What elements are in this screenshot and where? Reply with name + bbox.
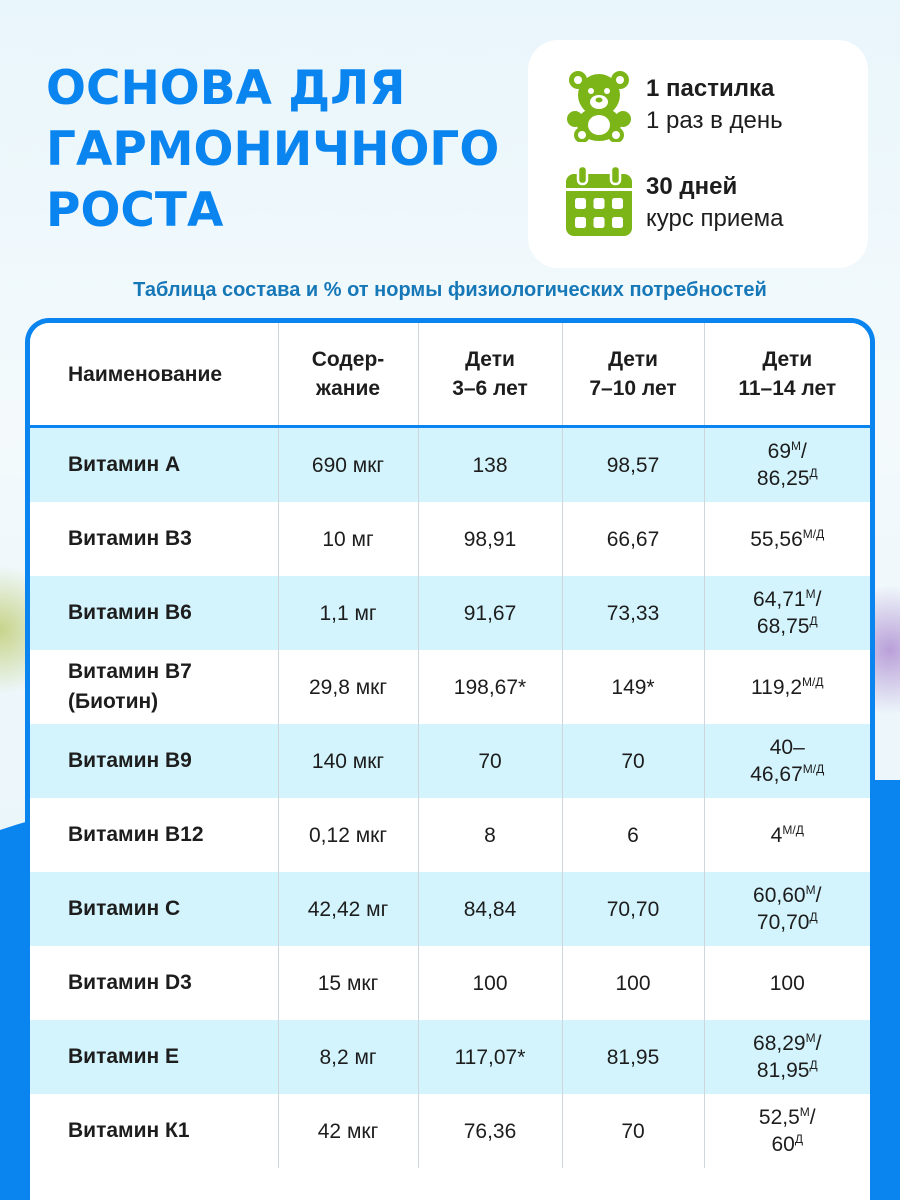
kids-7-10-cell [562, 502, 704, 576]
content-value: 15 мкг [317, 971, 379, 995]
kids-11-14-cell [704, 650, 870, 724]
content-cell [278, 724, 418, 798]
composition-table-card [25, 318, 875, 1200]
kids-11-14-value-alt: 60 [771, 1133, 795, 1156]
kids-3-6-value: 198,67* [453, 675, 527, 699]
content-value: 0,12 мкг [309, 823, 387, 847]
course-info [564, 166, 783, 240]
kids-11-14-cell [704, 1020, 870, 1094]
kids-3-6-value: 138 [472, 453, 508, 477]
vitamin-name: Витамин B6 [68, 601, 192, 624]
gender-note: М [791, 439, 801, 453]
kids-7-10-value: 70 [621, 1119, 645, 1143]
content-value: 1,1 мг [319, 601, 377, 625]
kids-3-6-cell [418, 576, 562, 650]
teddy-bear-icon [564, 68, 634, 142]
content-value: 29,8 мкг [309, 675, 387, 699]
table-row [30, 798, 870, 872]
kids-11-14-value-alt: 86,25 [756, 467, 810, 490]
vitamin-name-cell [30, 650, 278, 724]
kids-11-14-value-alt: 68,75 [756, 615, 810, 638]
gender-note: Д [794, 1132, 803, 1146]
gender-note: М/Д [802, 674, 824, 689]
kids-3-6-value: 8 [484, 823, 496, 847]
header-kids-11-14: Дети 11–14 лет [704, 323, 870, 427]
kids-11-14-value-alt: 46,67 [750, 763, 803, 786]
vitamin-name: Витамин B12 [68, 823, 204, 846]
header-name: Наименование [30, 323, 278, 427]
table-body [30, 427, 870, 1169]
kids-7-10-value: 149* [611, 675, 655, 699]
content-cell [278, 427, 418, 503]
content-value: 8,2 мг [319, 1045, 377, 1069]
kids-11-14-value: 60,60 [753, 884, 806, 907]
table-row [30, 724, 870, 798]
kids-11-14-value: 40– [769, 736, 805, 759]
kids-3-6-value: 117,07* [454, 1045, 526, 1069]
vitamin-name: Витамин К1 [68, 1119, 190, 1142]
content-value: 690 мкг [311, 453, 385, 477]
kids-3-6-cell [418, 427, 562, 503]
kids-7-10-value: 70,70 [606, 897, 660, 921]
value-separator: / [809, 1106, 816, 1129]
calendar-icon [564, 166, 634, 240]
kids-7-10-cell [562, 724, 704, 798]
kids-11-14-cell [704, 872, 870, 946]
content-value: 10 мг [322, 527, 374, 551]
kids-7-10-value: 98,57 [606, 453, 660, 477]
kids-7-10-value: 66,67 [606, 527, 660, 551]
kids-3-6-value: 84,84 [463, 897, 517, 921]
gender-note: М [799, 1105, 810, 1119]
vitamin-name-cell [30, 946, 278, 1020]
table-row [30, 1020, 870, 1094]
content-cell [278, 576, 418, 650]
table-row [30, 872, 870, 946]
value-separator: / [815, 588, 822, 611]
kids-11-14-value: 68,29 [753, 1032, 806, 1055]
kids-7-10-cell [562, 798, 704, 872]
header-kids-3-6: Дети 3–6 лет [418, 323, 562, 427]
gender-note: Д [809, 614, 818, 628]
content-value: 140 мкг [311, 749, 385, 773]
kids-11-14-cell [704, 724, 870, 798]
kids-3-6-value: 98,91 [463, 527, 517, 551]
table-row [30, 502, 870, 576]
vitamin-name-cell [30, 1094, 278, 1168]
content-cell [278, 1094, 418, 1168]
course-label: курс приема [646, 205, 784, 232]
kids-11-14-value: 64,71 [753, 588, 806, 611]
kids-11-14-cell [704, 576, 870, 650]
kids-11-14-value: 69 [767, 440, 791, 463]
vitamin-name: Витамин D3 [68, 971, 192, 994]
kids-7-10-value: 100 [615, 971, 651, 995]
composition-table [30, 323, 870, 1168]
kids-11-14-value: 55,56 [750, 527, 803, 551]
value-separator: / [815, 884, 822, 907]
gender-note: Д [809, 466, 818, 480]
table-header-row [30, 323, 870, 427]
value-separator: / [801, 440, 807, 463]
kids-11-14-cell [704, 798, 870, 872]
kids-3-6-cell [418, 946, 562, 1020]
vitamin-name-cell [30, 502, 278, 576]
kids-3-6-cell [418, 798, 562, 872]
vitamin-name-extra: (Биотин) [68, 690, 159, 713]
content-value: 42 мкг [317, 1119, 379, 1143]
vitamin-name-cell [30, 724, 278, 798]
kids-11-14-cell [704, 427, 870, 503]
kids-11-14-value-alt: 81,95 [756, 1059, 810, 1082]
vitamin-name: Витамин B3 [68, 527, 192, 550]
title-line-2: ГАРМОНИЧНОГО [46, 122, 500, 177]
kids-3-6-cell [418, 650, 562, 724]
kids-7-10-cell [562, 427, 704, 503]
gender-note: М/Д [802, 762, 825, 776]
kids-3-6-value: 100 [472, 971, 508, 995]
title-line-1: ОСНОВА ДЛЯ [46, 61, 406, 116]
table-row [30, 1094, 870, 1168]
kids-7-10-cell [562, 1094, 704, 1168]
dose-info [564, 68, 783, 142]
gender-note: М/Д [802, 526, 825, 541]
content-cell [278, 872, 418, 946]
table-row [30, 650, 870, 724]
vitamin-name: Витамин B7 [68, 660, 192, 683]
vitamin-name: Витамин Е [68, 1045, 180, 1068]
content-cell [278, 650, 418, 724]
kids-11-14-cell [704, 1094, 870, 1168]
dosage-info-card [528, 40, 868, 268]
vitamin-name-cell [30, 576, 278, 650]
vitamin-name: Витамин С [68, 897, 181, 920]
dose-amount: 1 пастилка [646, 75, 775, 102]
dose-frequency: 1 раз в день [646, 107, 783, 134]
kids-11-14-value: 100 [769, 971, 805, 995]
kids-11-14-value: 4 [770, 823, 783, 847]
content-cell [278, 1020, 418, 1094]
gender-note: М [805, 1031, 816, 1045]
vitamin-name-cell [30, 872, 278, 946]
kids-7-10-cell [562, 872, 704, 946]
kids-7-10-value: 81,95 [606, 1045, 660, 1069]
kids-3-6-value: 91,67 [463, 601, 517, 625]
kids-7-10-value: 73,33 [606, 601, 660, 625]
kids-7-10-cell [562, 576, 704, 650]
kids-7-10-cell [562, 946, 704, 1020]
gender-note: Д [809, 910, 818, 924]
content-value: 42,42 мг [307, 897, 389, 921]
kids-3-6-cell [418, 872, 562, 946]
kids-3-6-value: 70 [478, 749, 502, 773]
kids-11-14-value: 52,5 [758, 1106, 800, 1129]
kids-11-14-cell [704, 502, 870, 576]
kids-7-10-cell [562, 1020, 704, 1094]
vitamin-name-cell [30, 798, 278, 872]
kids-3-6-cell [418, 502, 562, 576]
page-title [46, 58, 499, 241]
course-duration: 30 дней [646, 173, 738, 200]
gender-note: М [805, 883, 816, 897]
kids-11-14-cell [704, 946, 870, 1020]
kids-7-10-value: 6 [627, 823, 639, 847]
kids-3-6-cell [418, 724, 562, 798]
vitamin-name: Витамин А [68, 453, 181, 476]
table-row [30, 946, 870, 1020]
kids-3-6-cell [418, 1094, 562, 1168]
content-cell [278, 798, 418, 872]
table-row [30, 576, 870, 650]
content-cell [278, 946, 418, 1020]
value-separator: / [815, 1032, 822, 1055]
header-content: Содер- жание [278, 323, 418, 427]
table-caption: Таблица состава и % от нормы физиологических потребностей [133, 279, 767, 301]
kids-3-6-cell [418, 1020, 562, 1094]
table-row [30, 427, 870, 503]
vitamin-name-cell [30, 1020, 278, 1094]
gender-note: М/Д [782, 822, 804, 837]
kids-7-10-value: 70 [621, 749, 645, 773]
vitamin-name-cell [30, 427, 278, 503]
title-line-3: РОСТА [46, 183, 224, 238]
vitamin-name: Витамин B9 [68, 749, 192, 772]
gender-note: М [805, 587, 816, 601]
kids-11-14-value: 119,2 [751, 675, 803, 699]
content-cell [278, 502, 418, 576]
kids-3-6-value: 76,36 [463, 1119, 517, 1143]
kids-11-14-value-alt: 70,70 [756, 911, 810, 934]
gender-note: Д [809, 1058, 818, 1072]
kids-7-10-cell [562, 650, 704, 724]
header-kids-7-10: Дети 7–10 лет [562, 323, 704, 427]
